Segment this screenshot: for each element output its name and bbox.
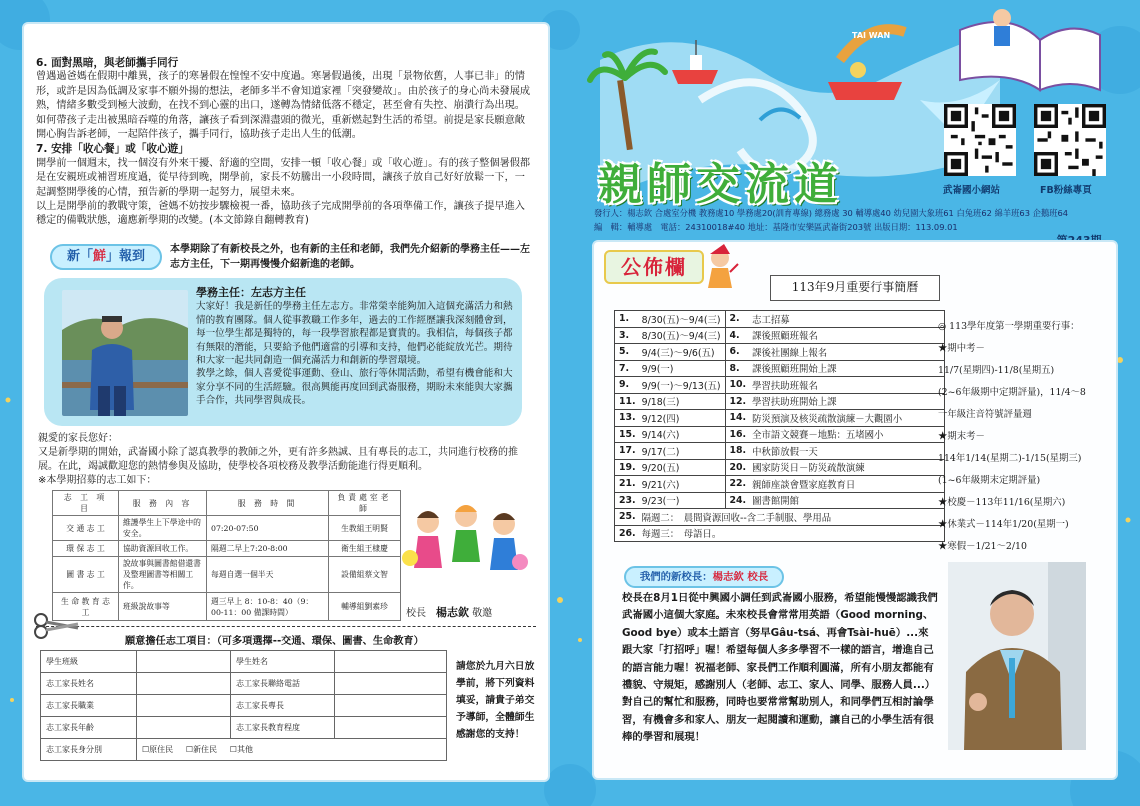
table-cell: 維護學生上下學途中的安全。 (119, 516, 207, 541)
calendar-cell: 10. (725, 377, 748, 394)
calendar-title: 113年9月重要行事簡曆 (770, 275, 940, 301)
calendar-cell: 中秋節放假一天 (748, 443, 944, 460)
schedule-line: ★休業式－114年1/20(星期一) (938, 519, 1069, 530)
calendar-cell: 學習扶助班開始上課 (748, 393, 944, 410)
schedule-line: (2~6年級期中定期評量)，11/4～8 (938, 387, 1086, 398)
calendar-cell: 18. (725, 443, 748, 460)
calendar-cell: 9/9(一)～9/13(五) (638, 377, 725, 394)
form-field[interactable] (335, 651, 447, 673)
principal-signature (406, 604, 492, 620)
cut-line (36, 626, 536, 627)
svg-text:TAI WAN: TAI WAN (852, 31, 891, 40)
table-cell: 生教組王明賢 (329, 516, 401, 541)
calendar-cell: 3. (615, 327, 638, 344)
calendar-cell: 隔週二： 晨間資源回收--含二手制服、學用品 (638, 509, 945, 526)
table-cell: 週三早上 8：10-8：40（9：00-11：00 備課時間） (207, 593, 329, 621)
calendar-cell: 12. (725, 393, 748, 410)
new-staff-intro: 本學期除了有新校長之外，也有新的主任和老師，我們先介紹新的學務主任——左志方主任，下一期再慢慢介紹新進的老師。 (170, 244, 530, 270)
calendar-cell: 11. (615, 393, 638, 410)
table-cell: 交 通 志 工 (53, 516, 119, 541)
table-header: 服 務 內 容 (119, 491, 207, 516)
newsletter-title: 親師交流道 (598, 159, 843, 210)
schedule-line: 114年1/14(星期二)-1/15(星期三) (938, 453, 1082, 464)
director-title: 學務主任：左志方主任 (196, 286, 306, 299)
september-calendar-table (614, 310, 945, 542)
calendar-cell: 13. (615, 410, 638, 427)
calendar-cell: 9/17(二) (638, 443, 725, 460)
calendar-cell: 6. (725, 344, 748, 361)
form-row (41, 739, 447, 761)
form-label: 志工家長聯絡電話 (231, 673, 335, 695)
calendar-cell: 課後社團線上報名 (748, 344, 944, 361)
form-field[interactable] (137, 695, 231, 717)
sign-suffix: 敬邀 (472, 608, 493, 619)
calendar-cell: 9/18(三) (638, 393, 725, 410)
calendar-row (615, 459, 945, 476)
section6-body: 曾遇過爸媽在假期中離異，孩子的寒暑假在惶惶不安中度過。寒暑假過後，出現「景物依舊，人事已非」的情形，或許是因為低調及家事不願外揚的想法，老師多半不會知道家裡「突發變故」。由於孩子的身心尚未發展成熟，情緒多數受到極大波動，在找不到心靈的出口，遂轉為情緒低落不穩定，甚至會有失控、崩潰行為出現。如何帶孩子走出被黑暗吞噬的角落，讓孩子看到深淵盡頭的微光，重新燃起對生活的希望。前提是家長願意敞開心胸告訴老師，一起陪伴孩子，攜手同行，協助孩子走出人生的低潮。 (36, 71, 531, 141)
calendar-cell: 23. (615, 492, 638, 509)
children-illustration (400, 498, 530, 594)
calendar-cell: 26. (615, 525, 638, 542)
mascot-icon (700, 244, 740, 294)
calendar-cell: 9/23(一) (638, 492, 725, 509)
table-cell: 輔導組劉素珍 (329, 593, 401, 621)
checkbox-label: 新住民 (193, 745, 218, 754)
form-label: 志工家長教育程度 (231, 717, 335, 739)
new-staff-badge (50, 244, 162, 270)
badge-text-a: 我們的新校長： (639, 571, 713, 583)
calendar-cell: 22. (725, 476, 748, 493)
form-row (41, 717, 447, 739)
calendar-cell: 25. (615, 509, 638, 526)
schedule-line: (1~6年級期末定期評量) (938, 475, 1041, 486)
badge-text-c: 」報到 (106, 249, 146, 264)
calendar-cell: 8. (725, 360, 748, 377)
calendar-cell: 8/30(五)～9/4(三) (638, 327, 725, 344)
form-row (41, 651, 447, 673)
identity-options (137, 739, 447, 761)
form-field[interactable] (137, 673, 231, 695)
form-label: 志工家長專長 (231, 695, 335, 717)
calendar-cell: 圖書館開館 (748, 492, 944, 509)
calendar-cell: 9/14(六) (638, 426, 725, 443)
publication-info (594, 206, 1068, 234)
table-row (53, 516, 401, 541)
calendar-row (615, 426, 945, 443)
table-cell: 每週自選一個半天 (207, 557, 329, 593)
calendar-cell: 4. (725, 327, 748, 344)
bulletin-board-badge: 公佈欄 (604, 250, 704, 284)
new-principal-badge (624, 566, 784, 588)
checkbox-other[interactable]: ☐其他 (229, 745, 253, 754)
calendar-cell: 防災預演及核災疏散演練－大觀園小 (748, 410, 944, 427)
qr-code-website[interactable] (944, 104, 1016, 176)
table-header: 服 務 時 間 (207, 491, 329, 516)
schedule-line: ★校慶－113年11/16(星期六) (938, 497, 1066, 508)
checkbox-label: 原住民 (149, 745, 174, 754)
sign-prefix: 校長 (406, 608, 426, 619)
parents-letter (38, 432, 532, 488)
schedule-line: 11/7(星期四)-11/8(星期五) (938, 365, 1055, 376)
director-photo (62, 290, 188, 416)
form-field[interactable] (335, 695, 447, 717)
parents-body: 又是新學期的開始，武崙國小除了認真教學的教師之外，更有許多熱誠、且有專長的志工，共同進行校務的推展。在此，竭誠歡迎您的熱情參與及協助，使學校各項校務及教學活動能進行得更順利。 (38, 447, 518, 472)
principal-photo (948, 562, 1086, 750)
calendar-cell: 9/20(五) (638, 459, 725, 476)
schedule-line: ★寒假－1/21～2/10 (938, 541, 1027, 552)
signup-note: 請您於九月六日放學前，將下列資料填妥，請貴子弟交予導師，全體師生感謝您的支持！ (456, 661, 535, 740)
calendar-row (615, 410, 945, 427)
calendar-cell: 24. (725, 492, 748, 509)
signup-title: 願意擔任志工項目：（可多項選擇--交通、環保、圖書、生命教育） (125, 636, 424, 647)
table-cell: 班級說故事等 (119, 593, 207, 621)
calendar-cell: 20. (725, 459, 748, 476)
qr-code-facebook[interactable] (1034, 104, 1106, 176)
calendar-row (615, 443, 945, 460)
table-cell: 07:20-07:50 (207, 516, 329, 541)
principal-message: 校長在8月1日從中興國小調任到武崙國小服務，希望能慢慢認識我們武崙國小這個大家庭。未來校長會常常用英語（Good morning、Good bye）或本土語言（努早Gâu-tsá、再會Tsài-huē）...來跟大家「打招呼」喔！希望每個人多多學習不一樣的語言，增進自己的語言能力喔！祝福老師、家長們工作順利圓滿，所有小朋友都能有禮貌、守規矩，感謝別人（老師、志工、家人、同學、服務人員...）對自己的幫忙和服務，同時也要常常幫助別人，和同學們互相討論學習，有機會多和家人、朋友一起閱讀和運動，讓自己的小學生活有很棒的學習和展現！ (622, 592, 938, 744)
checkbox-indigenous[interactable]: ☐原住民 (142, 745, 174, 754)
volunteer-table (52, 490, 401, 621)
table-row (53, 557, 401, 593)
table-cell: 圖 書 志 工 (53, 557, 119, 593)
calendar-cell: 19. (615, 459, 638, 476)
form-field[interactable] (137, 651, 231, 673)
section7-title: 7. 安排「收心餐」或「收心遊」 (36, 143, 189, 156)
parents-greeting: 親愛的家長您好： (38, 433, 118, 444)
form-label: 志工家長姓名 (41, 673, 137, 695)
form-field[interactable] (137, 717, 231, 739)
parents-note: ※本學期招募的志工如下： (38, 475, 157, 486)
calendar-row (615, 492, 945, 509)
badge-text-b: 鮮 (92, 249, 106, 264)
calendar-cell: 志工招募 (748, 311, 944, 328)
calendar-row (615, 377, 945, 394)
schedule-line: ◎ 113學年度第一學期重要行事： (938, 321, 1080, 332)
signup-form (40, 650, 447, 761)
calendar-cell: 9/9(一) (638, 360, 725, 377)
table-cell: 設備組蔡文智 (329, 557, 401, 593)
calendar-cell: 學習扶助班報名 (748, 377, 944, 394)
calendar-cell: 9. (615, 377, 638, 394)
calendar-row (615, 311, 945, 328)
director-text (196, 286, 514, 408)
section7-conclusion: 以上是開學前的教戰守策，爸媽不妨按步驟檢視一番，協助孩子完成開學前的各項準備工作，讓孩子提早進入穩定的備戰狀態，適應新學期的改變。(本文節錄自翻轉教育) (36, 201, 525, 227)
calendar-cell: 2. (725, 311, 748, 328)
calendar-cell: 7. (615, 360, 638, 377)
publisher-line: 發行人：楊志欽 合處室分機 教務處10 學務處20(訓育專線) 總務處 30 輔導處40 幼兒園大象班61 白兔班62 綿羊班63 企鵝班64 (594, 208, 1069, 218)
table-header: 志 工 項 目 (53, 491, 119, 516)
table-cell: 環 保 志 工 (53, 541, 119, 557)
semester-schedule (938, 316, 1108, 558)
schedule-line: ★期末考－ (938, 431, 985, 442)
table-header-row (53, 491, 401, 516)
calendar-cell: 全市語文競賽－地點：五堵國小 (748, 426, 944, 443)
calendar-cell: 9/21(六) (638, 476, 725, 493)
qr-facebook-label: FB粉絲專頁 (1040, 185, 1092, 196)
table-cell: 生 命 教 育 志 工 (53, 593, 119, 621)
table-cell: 隔週二早上7:20-8:00 (207, 541, 329, 557)
calendar-cell: 親師座談會暨家庭教育日 (748, 476, 944, 493)
calendar-cell: 15. (615, 426, 638, 443)
calendar-cell: 17. (615, 443, 638, 460)
calendar-row (615, 344, 945, 361)
form-field[interactable] (335, 673, 447, 695)
table-header: 負責處室老師 (329, 491, 401, 516)
badge-text-a: 新「 (66, 249, 93, 264)
editor-line: 編 輯：輔導處 電話：24310018#40 地址：基隆市安樂區武崙街203號 出版日期：113.09.01 (594, 222, 958, 232)
calendar-cell: 1. (615, 311, 638, 328)
calendar-row (615, 525, 945, 542)
director-body-2: 教學之餘，個人喜愛從事運動、登山、旅行等休閒活動，希望有機會能和大家分享不同的生活經驗。很高興能再度回到武崙服務，期盼未來能與大家攜手合作，共同學習與成長。 (196, 368, 513, 407)
form-label: 學生姓名 (231, 651, 335, 673)
calendar-row (615, 393, 945, 410)
checkbox-label: 其他 (236, 745, 253, 754)
section7-body: 開學前一個週末，找一個沒有外來干擾、舒適的空間，安排一頓「收心餐」或「收心遊」。有的孩子整個暑假都是在安親班或補習班度過，從早待到晚，開學前，家長不妨騰出一小段時間，讓孩子放自己好好放鬆一下，一起調整開學後的心情，預告新的學期一起努力，展望未來。 (36, 157, 531, 198)
calendar-cell: 16. (725, 426, 748, 443)
director-body: 大家好！我是新任的學務主任左志方。非常榮幸能夠加入這個充滿活力和熱情的教育團隊。個人從事教職工作多年，過去的工作經歷讓我深刻體會到，每一位學生都是獨特的，每一段學習旅程都是寶貴的。我相信，每個孩子都有無限的潛能，只要給予他們適當的引導和支持，他們必能綻放光芒。期待和大家一起共同創造一個充滿活力和創新的學習環境。 (196, 301, 513, 367)
scissors-icon (32, 612, 82, 640)
table-row (53, 593, 401, 621)
form-label: 志工家長職業 (41, 695, 137, 717)
form-label: 志工家長年齡 (41, 717, 137, 739)
form-field[interactable] (335, 717, 447, 739)
calendar-cell: 8/30(五)～9/4(三) (638, 311, 725, 328)
calendar-cell: 9/4(三)～9/6(五) (638, 344, 725, 361)
checkbox-new-resident[interactable]: ☐新住民 (185, 745, 218, 754)
calendar-cell: 14. (725, 410, 748, 427)
calendar-cell: 5. (615, 344, 638, 361)
calendar-cell: 課後照顧班開始上課 (748, 360, 944, 377)
table-cell: 協助資源回收工作。 (119, 541, 207, 557)
calendar-cell: 國家防災日－防災疏散演練 (748, 459, 944, 476)
schedule-line: 一年級注音符號評量週 (938, 409, 1032, 420)
calendar-cell: 每週三： 母語日。 (638, 525, 945, 542)
table-row (53, 541, 401, 557)
calendar-row (615, 476, 945, 493)
schedule-line: ★期中考－ (938, 343, 985, 354)
calendar-row (615, 509, 945, 526)
form-label: 學生班級 (41, 651, 137, 673)
table-cell: 說故事與圖書館借還書及整理圖書等相關工作。 (119, 557, 207, 593)
article-text (36, 56, 532, 229)
form-label: 志工家長身分別 (41, 739, 137, 761)
badge-text-b: 楊志欽 校長 (712, 571, 769, 583)
form-row (41, 695, 447, 717)
calendar-cell: 21. (615, 476, 638, 493)
calendar-row (615, 360, 945, 377)
calendar-cell: 課後照顧班報名 (748, 327, 944, 344)
qr-website-label: 武崙國小網站 (943, 185, 1001, 196)
form-row (41, 673, 447, 695)
calendar-cell: 9/12(四) (638, 410, 725, 427)
calendar-row (615, 327, 945, 344)
sign-name: 楊志欽 (436, 606, 469, 619)
section6-title: 6. 面對黑暗，與老師攜手同行 (36, 57, 179, 69)
table-cell: 衛生組王棣慶 (329, 541, 401, 557)
